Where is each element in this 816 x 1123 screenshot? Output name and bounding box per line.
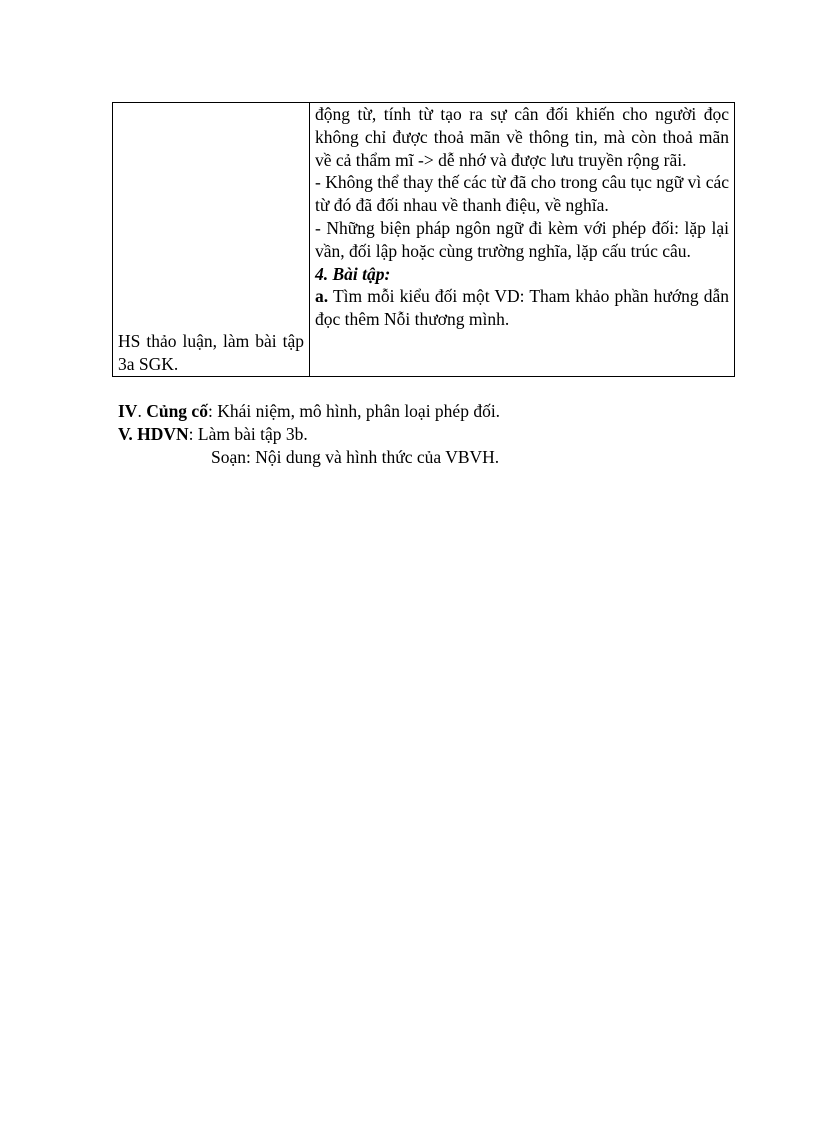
section-title: V. HDVN [118,423,189,444]
section-number: IV [118,401,138,421]
content-paragraph: động từ, tính từ tạo ra sự cân đối khiến cho người đọc không chỉ được thoả mãn về thông tin, mà còn thoả mãn về cả thẩm mĩ -> dễ nhớ và được lưu truyền rộng rãi. [315,104,729,170]
content-paragraph: - Không thể thay thế các từ đã cho trong câu tục ngữ vì các từ đó đã đối nhau về thanh điệu, về nghĩa. [315,172,729,216]
prepare-line: Soạn: Nội dung và hình thức của VBVH. [211,446,500,467]
exercise-text: Tìm mỗi kiểu đối một VD: Tham khảo phần hướng dẫn đọc thêm Nỗi thương mình. [315,286,729,330]
homework-line [118,423,738,446]
activity-cell [113,103,310,377]
lesson-footer [118,400,738,468]
exercise-label: a. [315,286,329,307]
activity-text: HS thảo luận, làm bài tập 3a SGK. [118,331,304,374]
separator: . [137,401,147,421]
lesson-table [112,102,735,377]
table-row [113,103,735,377]
cell-spacer [118,103,304,330]
exercise-item [315,285,729,331]
content-paragraph: - Những biện pháp ngôn ngữ đi kèm với phép đối: lặp lại vần, đối lập hoặc cùng trường nghĩa, lặp cấu trúc câu. [315,217,729,261]
exercise-heading: 4. Bài tập: [315,263,391,284]
section-text: : Khái niệm, mô hình, phân loại phép đối. [207,401,501,421]
consolidation-line [118,400,738,423]
section-text: : Làm bài tập 3b. [188,423,308,444]
section-title: Củng cố [146,401,208,421]
content-cell [310,103,735,377]
